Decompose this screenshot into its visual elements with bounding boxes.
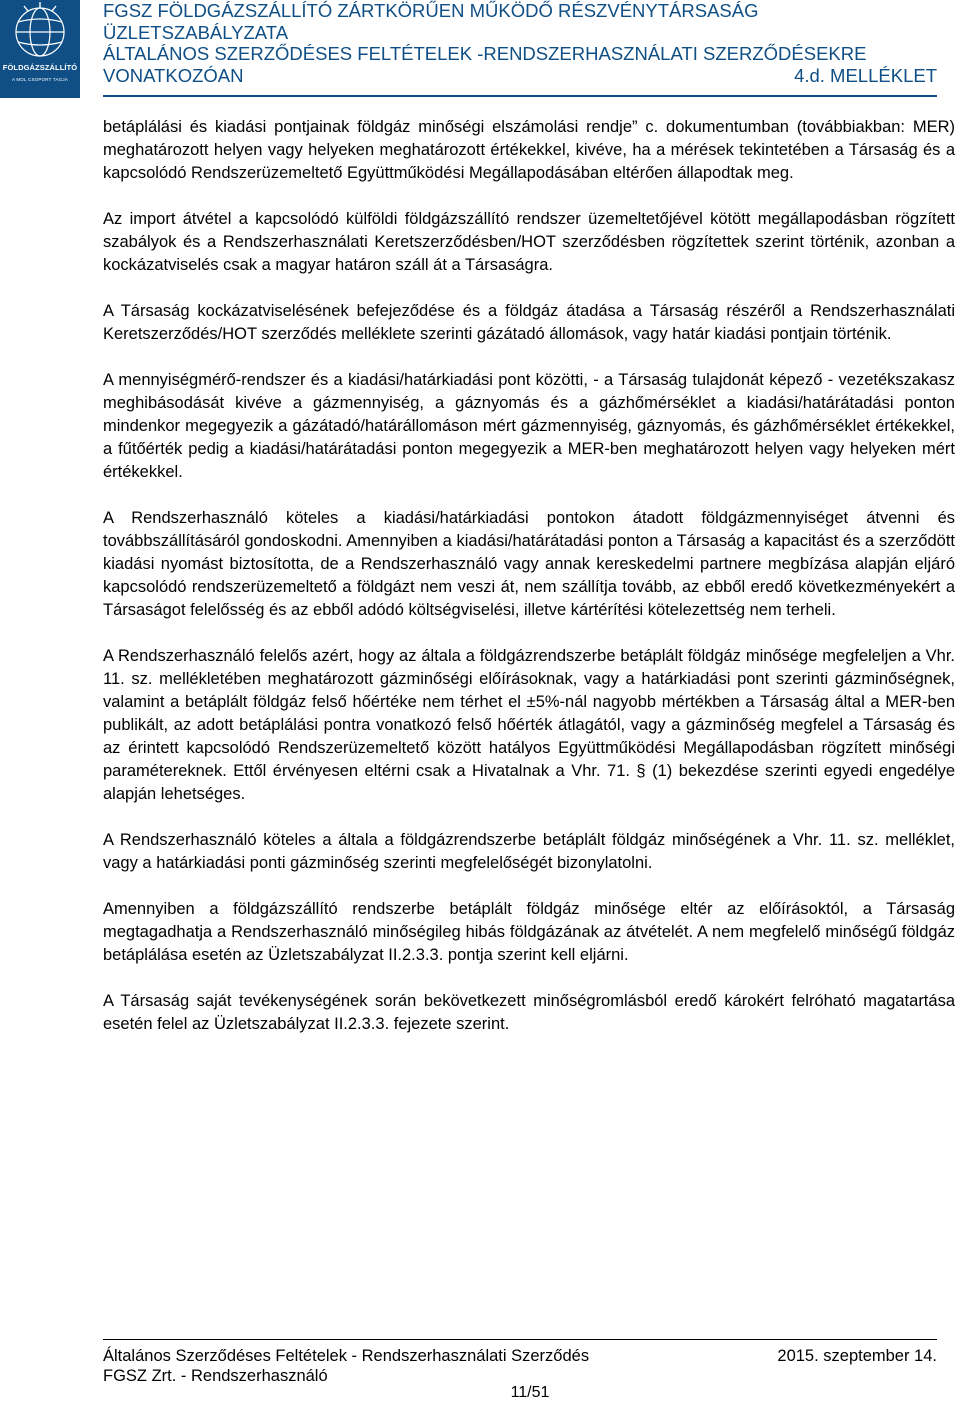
- header-title-line: VONATKOZÓAN: [103, 64, 244, 86]
- body-paragraph: A Rendszerhasználó felelős azért, hogy az általa a földgázrendszerbe betáplált földgáz minősége megfeleljen a Vhr. 11. sz. mellékletében meghatározott gázminőségi előírásoknak, vagy a határkiadási pont szerinti gázminőségnek, valamint a betáplált földgáz felső hőértéke nem térhet el ±5%-nál nagyobb mértékben a Társaság által a MER-ben publikált, az adott betáplálási pontra vonatkozó felső hőérték átlagától, vagy a gázminőség megfelel a Társaság és az érintett kapcsolódó Rendszerüzemeltető között hatályos Együttműködési Megállapodásban rögzített minőségi paramétereknek. Ettől érvényesen eltérni csak a Hivatalnak a Vhr. 71. § (1) bekezdése szerinti egyedi engedélye alapján lehetséges.: [103, 647, 955, 803]
- body-paragraph: Amennyiben a földgázszállító rendszerbe betáplált földgáz minősége eltér az előírásoktól, a Társaság megtagadhatja a Rendszerhasználó minőségileg hibás földgázának az átvételét. A nem megfelelő minőségű földgáz betáplálása esetén az Üzletszabályzat II.2.3.3. pontja szerint kell eljárni.: [103, 900, 955, 964]
- header-title-line: FGSZ FÖLDGÁZSZÁLLÍTÓ ZÁRTKÖRŰEN MŰKÖDŐ RÉSZVÉNYTÁRSASÁG: [103, 0, 759, 21]
- document-body: [103, 116, 955, 1059]
- logo-subtitle: A MOL CSOPORT TAGJA: [11, 77, 69, 82]
- page-header: [0, 0, 960, 100]
- body-paragraph: A Rendszerhasználó köteles a általa a földgázrendszerbe betáplált földgáz minőségének a Vhr. 11. sz. melléklet, vagy a határkiadási ponti gázminőség szerinti megfelelőségét bizonylatolni.: [103, 831, 955, 872]
- body-paragraph: A mennyiségmérő-rendszer és a kiadási/határkiadási pont közötti, - a Társaság tulajdonát képező - vezetékszakasz meghibásodását kivéve a gázmennyiség, a gáznyomás és a gázhőmérséklet a kiadási/határátadási ponton mindenkor megegyezik a gázátadó/határállomáson mért gázmennyiség, gáznyomás, és gázhőmérséklet értékekkel, a fűtőérték pedig a kiadási/határátadási ponton megegyezik a MER-ben meghatározott helyen vagy helyeken mért értékekkel.: [103, 371, 955, 481]
- body-paragraph: A Társaság saját tevékenységének során bekövetkezett minőségromlásból eredő károkért felróható magatartása esetén felel az Üzletszabályzat II.2.3.3. fejezete szerint.: [103, 992, 955, 1033]
- globe-logo-icon: [0, 0, 80, 98]
- footer-row: [103, 1366, 937, 1386]
- logo-wordmark: FÖLDGÁZSZÁLLÍTÓ: [2, 63, 78, 72]
- footer-date: 2015. szeptember 14.: [777, 1347, 937, 1365]
- footer-document-title: Általános Szerződéses Feltételek - Rendszerhasználati Szerződés: [103, 1347, 590, 1365]
- page-number: 11/51: [510, 1384, 550, 1401]
- header-title-block: [103, 0, 937, 86]
- body-paragraph: A Rendszerhasználó köteles a kiadási/határkiadási pontokon átadott földgázmennyiséget átvenni és továbbszállításáról gondoskodni. Amennyiben a kiadási/határátadási ponton a Társaság a kapacitást és a szerződött kiadási nyomást biztosította, de a Rendszerhasználó vagy annak kereskedelmi partnere megbízása alapján eljáró kapcsolódó rendszerüzemeltető a földgázt nem veszi át, nem szállítja tovább, az ebből eredő következményekért a Társaságot felelősség és az ebből adódó költségviselési, illetve kártérítési kötelezettség nem terheli.: [103, 509, 955, 619]
- page-footer: [103, 1346, 937, 1386]
- header-divider: [103, 95, 937, 97]
- header-title-last-line: [103, 65, 937, 87]
- header-annex-label: 4.d. MELLÉKLET: [794, 64, 937, 86]
- footer-row: [103, 1346, 937, 1366]
- header-title-line: ÜZLETSZABÁLYZATA: [103, 21, 289, 43]
- company-logo: [0, 0, 80, 98]
- body-paragraph: A Társaság kockázatviselésének befejeződése és a földgáz átadása a Társaság részéről a Rendszerhasználati Keretszerződés/HOT szerződés melléklete szerinti gázátadó állomások, vagy határ kiadási pontjain történik.: [103, 302, 955, 343]
- body-paragraph: Az import átvétel a kapcsolódó külföldi földgázszállító rendszer üzemeltetőjével kötött megállapodásban rögzített szabályok és a Rendszerhasználati Keretszerződésben/HOT szerződésben rögzítettek szerint történik, azonban a kockázatviselés csak a magyar határon száll át a Társaságra.: [103, 210, 955, 274]
- body-paragraph: betáplálási és kiadási pontjainak földgáz minőségi elszámolási rendje” c. dokumentumban (továbbiakban: MER) meghatározott helyen vagy helyeken meghatározott értékekkel, kivéve, ha a mérések tekintetében a Társaság és a kapcsolódó Rendszerüzemeltető Együttműködési Megállapodásában eltérően állapodtak meg.: [103, 118, 955, 182]
- footer-company: FGSZ Zrt. - Rendszerhasználó: [103, 1367, 328, 1385]
- header-title-line: ÁLTALÁNOS SZERZŐDÉSES FELTÉTELEK -RENDSZERHASZNÁLATI SZERZŐDÉSEKRE: [103, 43, 867, 64]
- footer-divider: [103, 1339, 937, 1340]
